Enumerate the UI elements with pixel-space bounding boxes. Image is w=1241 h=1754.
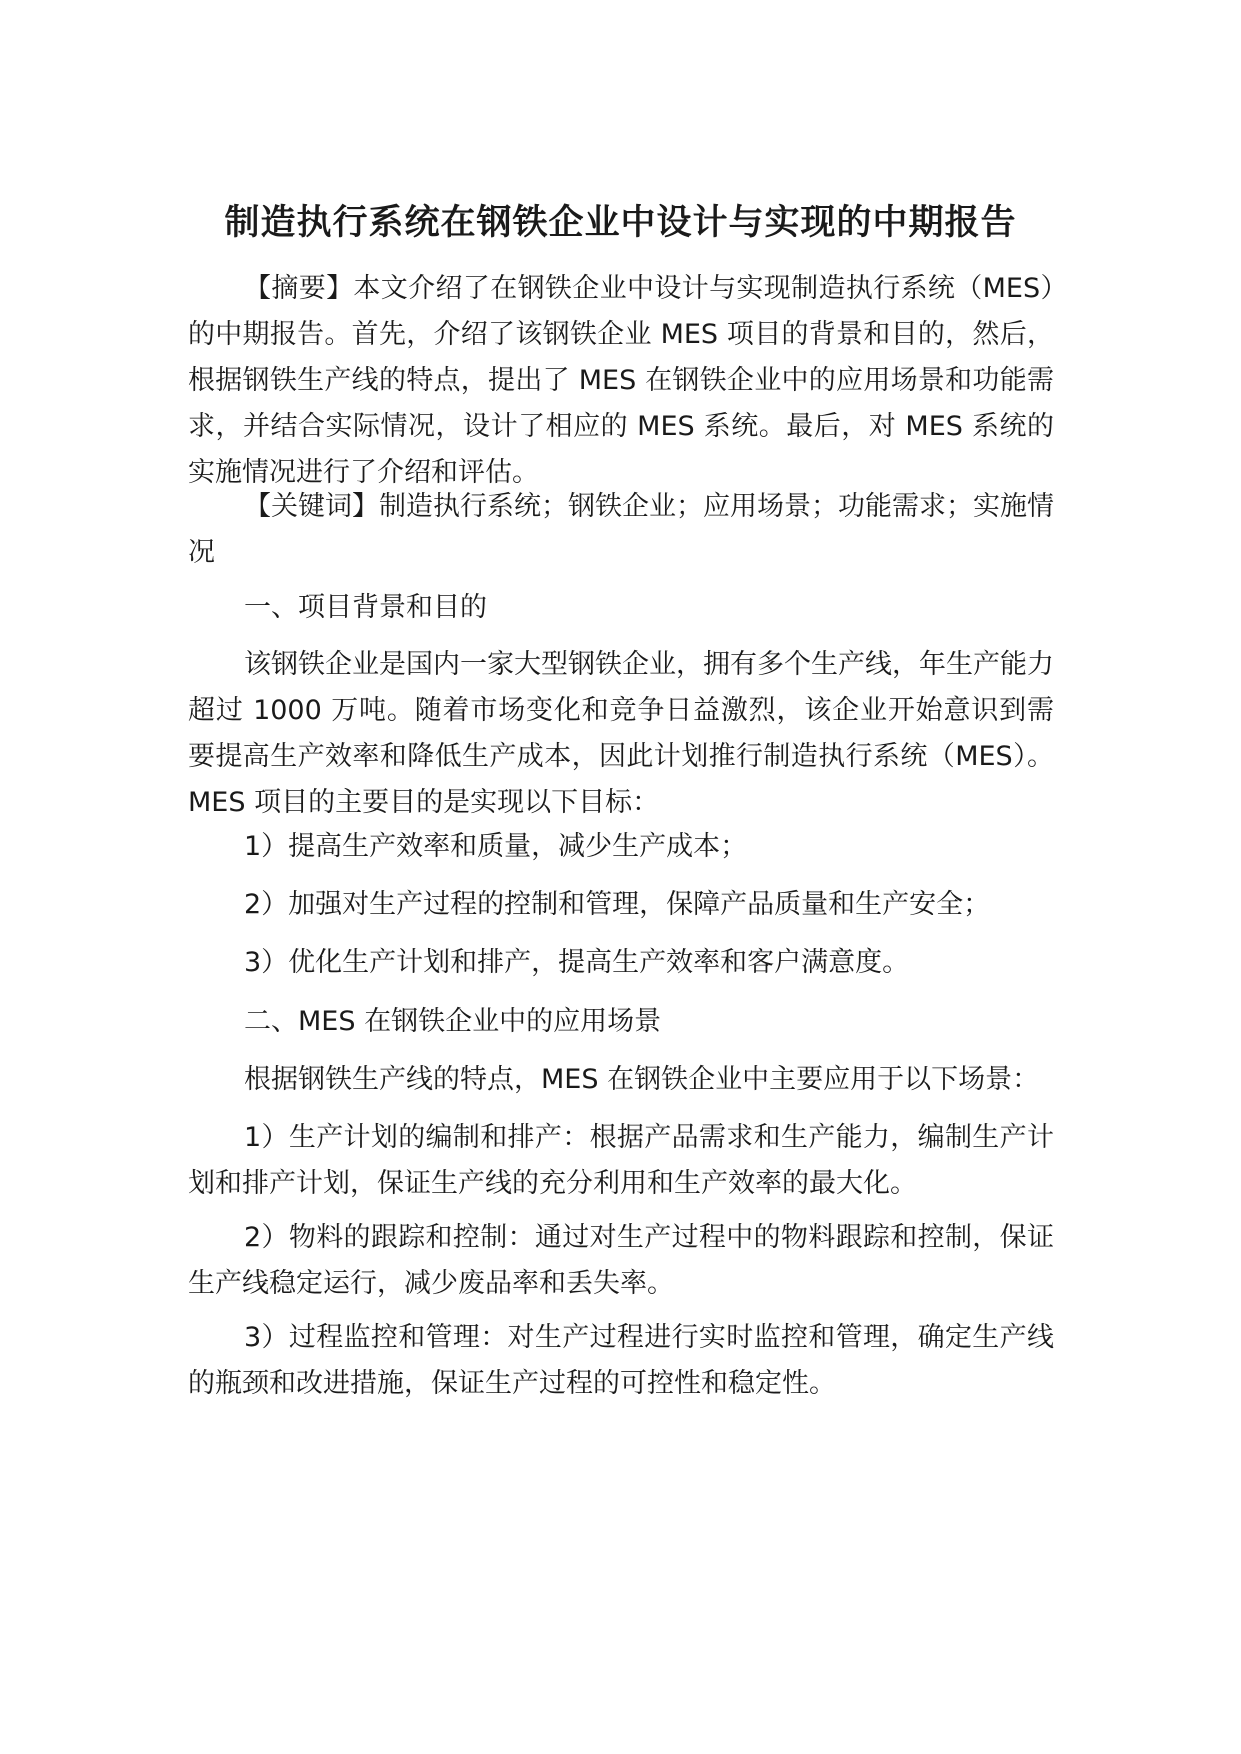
background-paragraph [188,642,1054,826]
section-heading-2-text: 二、MES 在钢铁企业中的应用场景 [244,1006,662,1037]
abstract-paragraph [188,266,1054,496]
section-heading-1-text: 一、项目背景和目的 [244,592,487,623]
section-heading-2 [188,999,1054,1045]
goal-item-3 [188,940,1054,986]
scenario-intro-paragraph [188,1057,1054,1103]
background-text: 该钢铁企业是国内一家大型钢铁企业，拥有多个生产线，年生产能力超过 1000 万吨。随着市场变化和竞争日益激烈，该企业开始意识到需要提高生产效率和降低生产成本，因此计划推行制造执行系统（MES）。MES 项目的主要目的是实现以下目标： [188,649,1054,818]
goal-item-2 [188,882,1054,928]
goal-item-1-text: 1）提高生产效率和质量，减少生产成本； [244,831,748,862]
scenario-item-1 [188,1115,1054,1207]
section-heading-1 [188,585,1054,631]
scenario-item-2-text: 2）物料的跟踪和控制：通过对生产过程中的物料跟踪和控制，保证生产线稳定运行，减少废品率和丢失率。 [188,1222,1054,1299]
goal-item-3-text: 3）优化生产计划和排产，提高生产效率和客户满意度。 [244,947,910,978]
scenario-item-3-text: 3）过程监控和管理：对生产过程进行实时监控和管理，确定生产线的瓶颈和改进措施，保证生产过程的可控性和稳定性。 [188,1322,1054,1399]
scenario-intro-text: 根据钢铁生产线的特点，MES 在钢铁企业中主要应用于以下场景： [244,1064,1040,1095]
abstract-text: 【摘要】本文介绍了在钢铁企业中设计与实现制造执行系统（MES）的中期报告。首先，介绍了该钢铁企业 MES 项目的背景和目的，然后，根据钢铁生产线的特点，提出了 MES 在钢铁企业中的应用场景和功能需求，并结合实际情况，设计了相应的 MES 系统。最后，对 MES 系统的实施情况进行了介绍和评估。 [188,273,1054,488]
goal-item-1 [188,824,1054,870]
scenario-item-2 [188,1215,1054,1307]
scenario-item-1-text: 1）生产计划的编制和排产：根据产品需求和生产能力，编制生产计划和排产计划，保证生产线的充分利用和生产效率的最大化。 [188,1122,1054,1199]
scenario-item-3 [188,1315,1054,1407]
document-title: 制造执行系统在钢铁企业中设计与实现的中期报告 [224,203,1017,244]
goal-item-2-text: 2）加强对生产过程的控制和管理，保障产品质量和生产安全； [244,889,991,920]
keywords-paragraph [188,484,1054,576]
keywords-text: 【关键词】制造执行系统；钢铁企业；应用场景；功能需求；实施情况 [188,491,1054,568]
